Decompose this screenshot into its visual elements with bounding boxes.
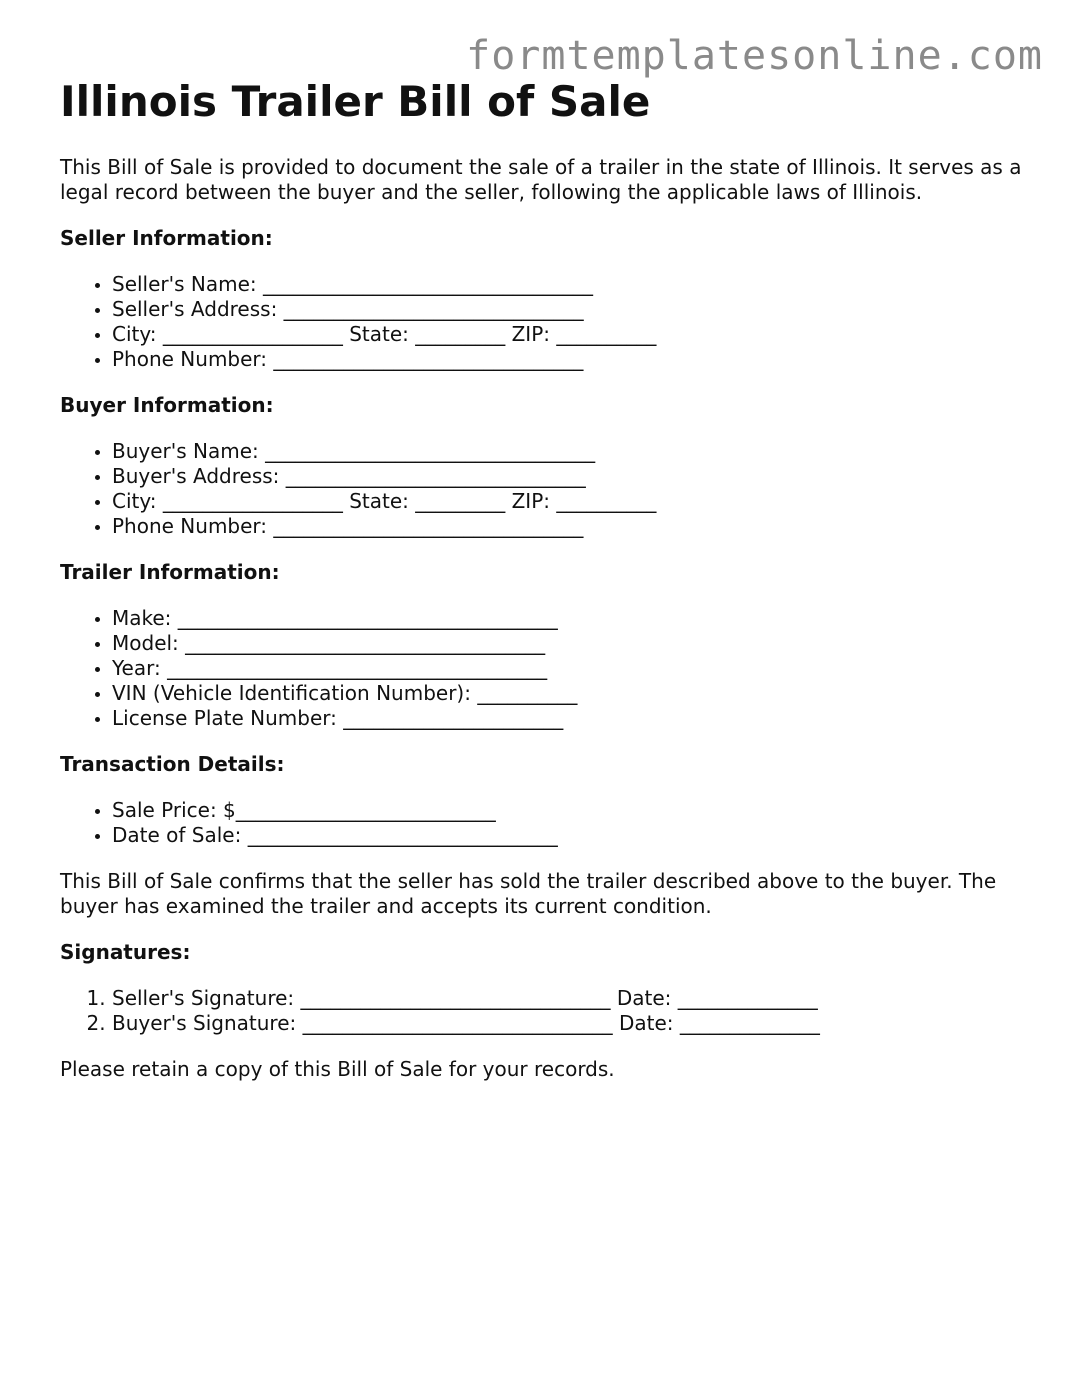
transaction-heading: Transaction Details:	[60, 752, 285, 776]
seller-phone-field: • Phone Number: _______________________________	[112, 347, 1030, 372]
trailer-plate-field: • License Plate Number: ______________________	[112, 706, 1030, 731]
trailer-vin-field: • VIN (Vehicle Identification Number): __________	[112, 681, 1030, 706]
signatures-heading: Signatures:	[60, 940, 191, 964]
trailer-model-field: • Model: ____________________________________	[112, 631, 1030, 656]
closing-paragraph: Please retain a copy of this Bill of Sale for your records.	[60, 1057, 615, 1081]
sale-date-field: • Date of Sale: _______________________________	[112, 823, 1030, 848]
watermark: formtemplatesonline.com	[466, 33, 1043, 79]
trailer-year-field: • Year: ______________________________________	[112, 656, 1030, 681]
trailer-make-field: • Make: ______________________________________	[112, 606, 1030, 631]
seller-heading: Seller Information:	[60, 226, 273, 250]
trailer-heading: Trailer Information:	[60, 560, 280, 584]
page-title: Illinois Trailer Bill of Sale	[60, 77, 651, 126]
transaction-list	[60, 798, 1030, 848]
confirmation-paragraph: This Bill of Sale confirms that the seller has sold the trailer described above to the buyer. The buyer has examined the trailer and accepts its current condition.	[60, 869, 997, 918]
trailer-list	[60, 606, 1030, 731]
seller-name-field: • Seller's Name: _________________________________	[112, 272, 1030, 297]
buyer-phone-field: • Phone Number: _______________________________	[112, 514, 1030, 539]
document-body	[60, 155, 1030, 1103]
seller-signature-field: 1. Seller's Signature: _______________________________ Date: ______________	[112, 986, 1030, 1011]
buyer-signature-field: 2. Buyer's Signature: _______________________________ Date: ______________	[112, 1011, 1030, 1036]
intro-paragraph: This Bill of Sale is provided to document the sale of a trailer in the state of Illinois. It serves as a legal record between the buyer and the seller, following the applicable laws of Illinois.	[60, 155, 1022, 204]
buyer-address-field: • Buyer's Address: ______________________________	[112, 464, 1030, 489]
buyer-name-field: • Buyer's Name: _________________________________	[112, 439, 1030, 464]
seller-city-state-zip-field: • City: __________________ State: _________ ZIP: __________	[112, 322, 1030, 347]
buyer-list	[60, 439, 1030, 539]
buyer-heading: Buyer Information:	[60, 393, 274, 417]
seller-address-field: • Seller's Address: ______________________________	[112, 297, 1030, 322]
sale-price-field: • Sale Price: $__________________________	[112, 798, 1030, 823]
signatures-list	[60, 986, 1030, 1036]
seller-list	[60, 272, 1030, 372]
buyer-city-state-zip-field: • City: __________________ State: _________ ZIP: __________	[112, 489, 1030, 514]
